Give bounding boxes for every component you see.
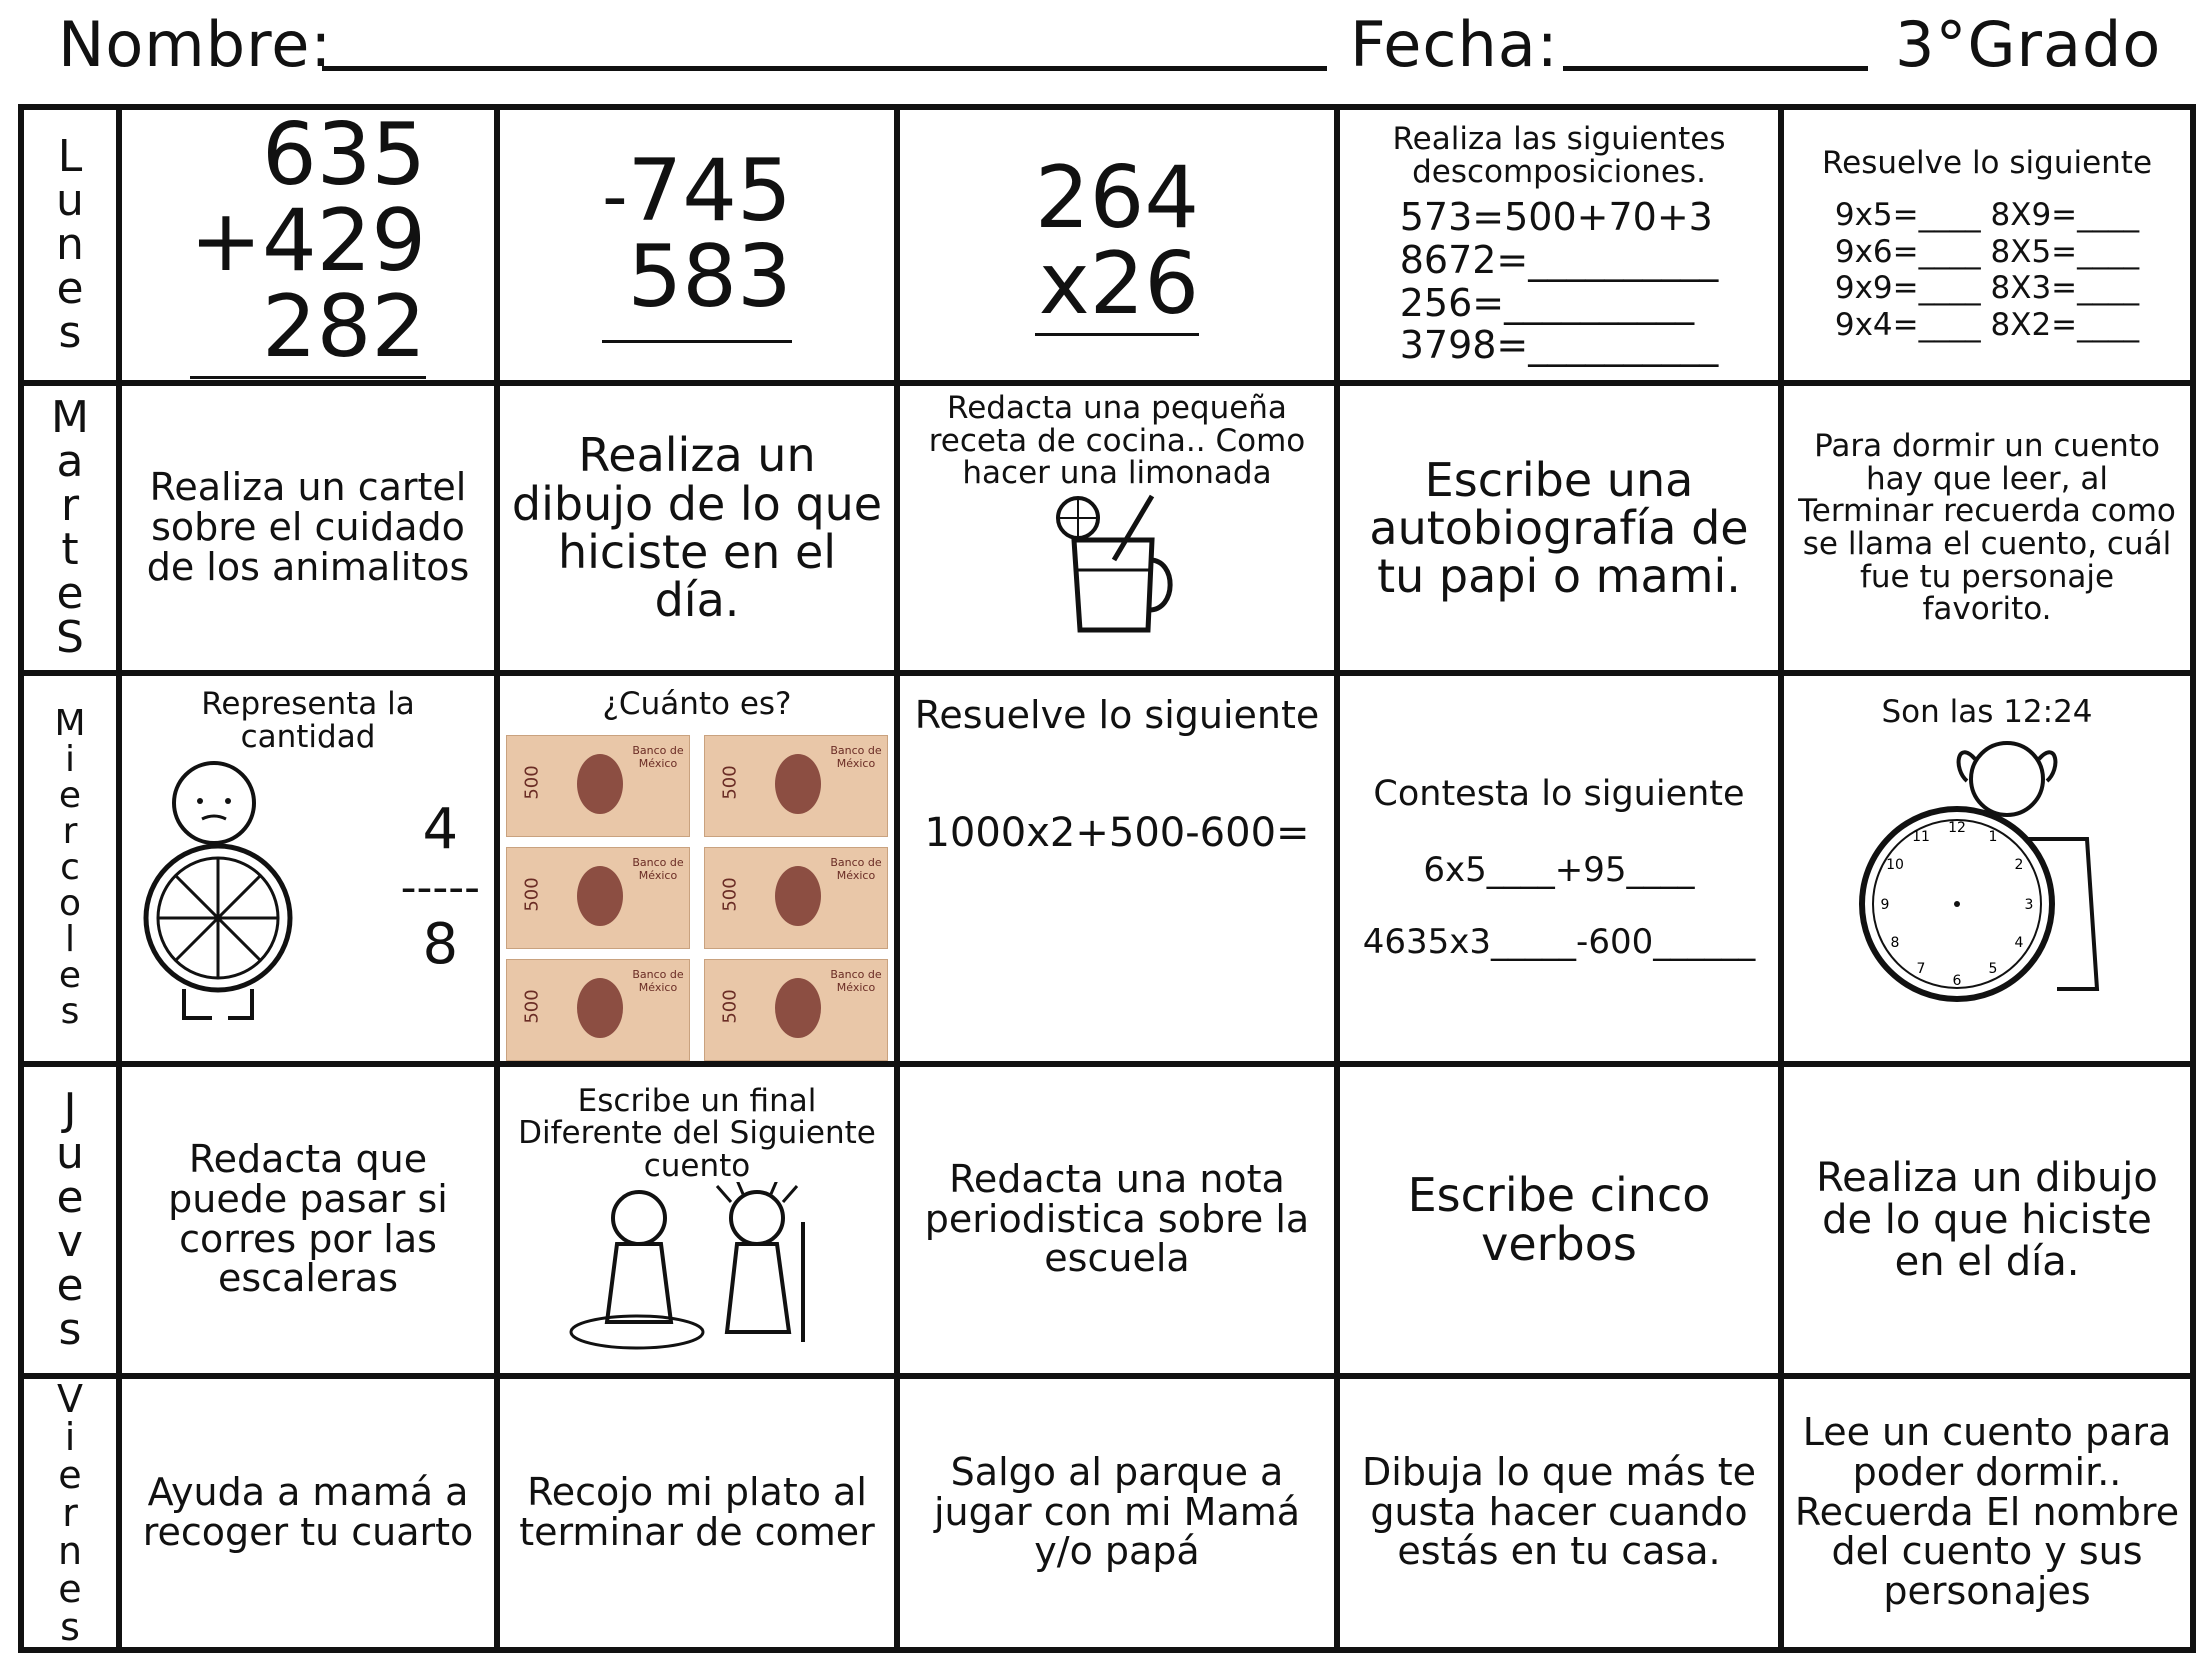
nombre-blank[interactable] <box>322 66 1327 71</box>
clock-number: 1 <box>1988 828 1998 845</box>
row-jueves <box>21 1064 2193 1376</box>
clock-number: 10 <box>1886 856 1904 873</box>
boy-holding-fraction-wheel-icon <box>136 753 316 1023</box>
martes-task-1: Realiza un cartel sobre el cuidado de los animalitos <box>146 465 470 589</box>
martes-task-4: Escribe una autobiografía de tu papi o mami. <box>1369 452 1749 604</box>
girl-with-clock-icon <box>1857 729 2117 1019</box>
fraction: 4 ----- 8 <box>400 797 480 978</box>
decomposition-list: 573=500+70+3 8672=__________ 256=__________ 3798=__________ <box>1399 195 1719 368</box>
clock-number: 11 <box>1912 828 1930 845</box>
money-title: ¿Cuánto es? <box>602 686 792 722</box>
jueves-task-5: Realiza un dibujo de lo que hiciste en el día. <box>1816 1154 2158 1285</box>
day-letters: J u e v e s <box>56 1083 84 1355</box>
lemonade-glass-icon <box>1052 490 1182 640</box>
viernes-task-4: Dibuja lo que más te gusta hacer cuando estás en tu casa. <box>1362 1449 1756 1574</box>
grado-label: 3°Grado <box>1895 8 2162 81</box>
multiplication-list: 9x5=____ 8X9=____ 9x6=____ 8X5=____ 9x9=____ 8X3=____ 9x4=____ 8X2=____ <box>1834 197 2140 343</box>
day-letters: M i e r c o l e s <box>54 703 86 1033</box>
row-viernes <box>21 1376 2193 1650</box>
day-martes <box>21 383 119 673</box>
multiplication-operation: 264 x26 <box>1034 147 1200 334</box>
contesta-title: Contesta lo siguiente <box>1373 774 1745 815</box>
multiplication-table-exercise <box>1781 107 2193 383</box>
subtraction-operation: -745 583 <box>602 148 791 343</box>
clock-exercise <box>1781 673 2193 1064</box>
weekly-activity-grid <box>18 104 2196 1653</box>
fecha-blank[interactable] <box>1563 66 1868 71</box>
day-letters: M a r t e S <box>51 392 89 663</box>
fraction-title: Representa la cantidad <box>201 686 415 755</box>
viernes-task-5: Lee un cuento para poder dormir.. Recuerda El nombre del cuento y sus personajes <box>1794 1409 2180 1614</box>
operations-expression: 1000x2+500-600= <box>924 809 1310 856</box>
nombre-label: Nombre: <box>58 8 333 81</box>
clock-number: 8 <box>1890 934 1900 951</box>
bill-grid <box>500 735 894 1061</box>
story-characters-icon <box>567 1182 827 1352</box>
money-exercise <box>497 673 897 1064</box>
martes-task-3-cell <box>897 383 1337 673</box>
jueves-task-4: Escribe cinco verbos <box>1407 1168 1711 1271</box>
operations-exercise <box>897 673 1337 1064</box>
peso-bill-icon: 500 Banco de México <box>704 847 888 949</box>
clock-number: 6 <box>1952 972 1962 989</box>
day-letters: V i e r n e s <box>57 1376 83 1649</box>
worksheet-header <box>0 0 2201 96</box>
jueves-task-1: Redacta que puede pasar si corres por las escaleras <box>168 1136 448 1301</box>
resuelve-title: Resuelve lo siguiente <box>1821 144 2153 181</box>
viernes-task-1: Ayuda a mamá a recoger tu cuarto <box>142 1469 474 1554</box>
subtraction-problem <box>497 107 897 383</box>
jueves-task-2-cell <box>497 1064 897 1376</box>
contesta-line-2: 4635x3_____-600______ <box>1362 921 1756 962</box>
fecha-label: Fecha: <box>1350 8 1559 81</box>
decomposition-title: Realiza las siguientes descomposiciones. <box>1392 121 1726 190</box>
fraction-exercise <box>119 673 497 1064</box>
peso-bill-icon: 500 Banco de México <box>506 847 690 949</box>
row-martes <box>21 383 2193 673</box>
row-miercoles <box>21 673 2193 1064</box>
peso-bill-icon: 500 Banco de México <box>704 959 888 1061</box>
clock-number: 9 <box>1880 896 1890 913</box>
clock-number: 12 <box>1948 819 1966 836</box>
addition-operation: 635 +429 282 <box>189 107 427 377</box>
clock-number: 5 <box>1988 960 1998 977</box>
contesta-line-1: 6x5____+95____ <box>1423 849 1695 890</box>
day-letters: L u n e s <box>56 131 84 358</box>
peso-bill-icon: 500 Banco de México <box>506 735 690 837</box>
decomposition-exercise <box>1337 107 1781 383</box>
contesta-exercise <box>1337 673 1781 1064</box>
operations-title: Resuelve lo siguiente <box>914 693 1320 737</box>
day-viernes <box>21 1376 119 1650</box>
clock-title: Son las 12:24 <box>1881 694 2093 730</box>
clock-number: 7 <box>1916 960 1926 977</box>
day-jueves <box>21 1064 119 1376</box>
peso-bill-icon: 500 Banco de México <box>704 735 888 837</box>
row-lunes <box>21 107 2193 383</box>
day-miercoles <box>21 673 119 1064</box>
clock-number: 4 <box>2014 934 2024 951</box>
martes-task-2: Realiza un dibujo de lo que hiciste en el día. <box>511 428 883 628</box>
addition-problem <box>119 107 497 383</box>
jueves-task-2: Escribe un final Diferente del Siguiente cuento <box>518 1082 876 1184</box>
multiplication-problem <box>897 107 1337 383</box>
viernes-task-3: Salgo al parque a jugar con mi Mamá y/o papá <box>933 1449 1301 1574</box>
jueves-task-3: Redacta una nota periodistica sobre la escuela <box>924 1156 1310 1281</box>
peso-bill-icon: 500 Banco de México <box>506 959 690 1061</box>
day-lunes <box>21 107 119 383</box>
viernes-task-2: Recojo mi plato al terminar de comer <box>519 1469 875 1554</box>
martes-task-3: Redacta una pequeña receta de cocina.. Como hacer una limonada <box>928 390 1306 492</box>
clock-number: 3 <box>2024 896 2034 913</box>
clock-number: 2 <box>2014 856 2024 873</box>
martes-task-5: Para dormir un cuento hay que leer, al Terminar recuerda como se llama el cuento, cuál fue tu personaje favorito. <box>1798 428 2176 628</box>
